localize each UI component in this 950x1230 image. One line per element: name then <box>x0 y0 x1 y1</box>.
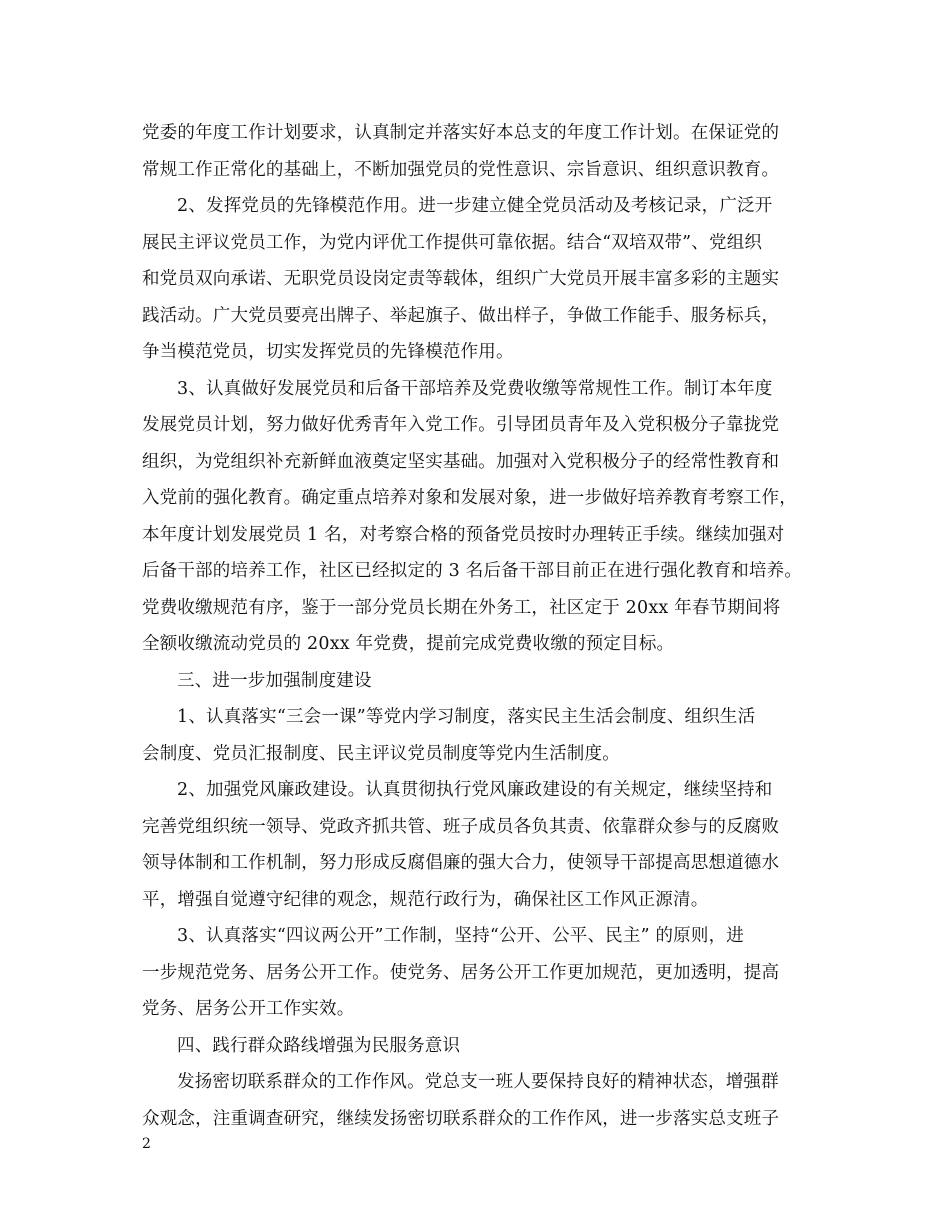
text-line: 2、发挥党员的先锋模范作用。进一步建立健全党员活动及考核记录，广泛开 <box>177 196 773 216</box>
text-line: 3、认真落实“四议两公开”工作制，坚持“公开、公平、民主” 的原则，进 <box>177 926 744 946</box>
text-line: 领导体制和工作机制，努力形成反腐倡廉的强大合力，使领导干部提高思想道德水 <box>142 853 780 873</box>
text-line: 平，增强自觉遵守纪律的观念，规范行政行为，确保社区工作风正源清。 <box>142 889 709 910</box>
text-line: 完善党组织统一领导、党政齐抓共管、班子成员各负其责、依靠群众参与的反腐败 <box>142 816 780 837</box>
text-line: 践活动。广大党员要亮出牌子、举起旗子、做出样子，争做工作能手、服务标兵， <box>142 305 780 326</box>
text-line: 发扬密切联系群众的工作作风。党总支一班人要保持良好的精神状态，增强群 <box>177 1072 779 1092</box>
text-line: 入党前的强化教育。确定重点培养对象和发展对象，进一步做好培养教育考察工作， <box>142 488 797 508</box>
text-line: 一步规范党务、居务公开工作。使党务、居务公开工作更加规范，更加透明，提高 <box>142 962 780 983</box>
text-line: 本年度计划发展党员 1 名，对考察合格的预备党员按时办理转正手续。继续加强对 <box>142 524 785 545</box>
text-line: 会制度、党员汇报制度、民主评议党员制度等党内生活制度。 <box>142 743 620 764</box>
text-line: 众观念，注重调查研究，继续发扬密切联系群众的工作作风，进一步落实总支班子 <box>142 1108 780 1129</box>
text-line: 2、加强党风廉政建设。认真贯彻执行党风廉政建设的有关规定，继续坚持和 <box>177 780 773 800</box>
text-line: 常规工作正常化的基础上，不断加强党员的党性意识、宗旨意识、组织意识教育。 <box>142 159 780 180</box>
text-line: 展民主评议党员工作，为党内评优工作提供可靠依据。结合“双培双带”、党组织 <box>142 232 763 253</box>
text-line: 3、认真做好发展党员和后备干部培养及党费收缴等常规性工作。制订本年度 <box>177 378 773 399</box>
text-line: 党费收缴规范有序，鉴于一部分党员长期在外务工，社区定于 20xx 年春节期间将 <box>142 597 781 618</box>
text-line: 党委的年度工作计划要求，认真制定并落实好本总支的年度工作计划。在保证党的 <box>142 123 780 143</box>
document-body <box>142 115 824 1137</box>
text-line: 发展党员计划，努力做好优秀青年入党工作。引导团员青年及入党积极分子靠拢党 <box>142 415 780 435</box>
text-line: 全额收缴流动党员的 20xx 年党费，提前完成党费收缴的预定目标。 <box>142 634 675 654</box>
text-line: 党务、居务公开工作实效。 <box>142 999 355 1019</box>
section-heading: 三、进一步加强制度建设 <box>177 670 372 691</box>
text-line: 1、认真落实“三会一课”等党内学习制度，落实民主生活会制度、组织生活 <box>177 707 756 727</box>
section-heading: 四、践行群众路线增强为民服务意识 <box>177 1035 461 1056</box>
text-line: 和党员双向承诺、无职党员设岗定责等载体，组织广大党员开展丰富多彩的主题实 <box>142 269 780 289</box>
page-number: 2 <box>142 1136 151 1152</box>
text-line: 后备干部的培养工作，社区已经拟定的 3 名后备干部目前正在进行强化教育和培养。 <box>142 561 803 581</box>
text-line: 组织，为党组织补充新鲜血液奠定坚实基础。加强对入党积极分子的经常性教育和 <box>142 451 780 472</box>
text-line: 争当模范党员，切实发挥党员的先锋模范作用。 <box>142 342 514 362</box>
